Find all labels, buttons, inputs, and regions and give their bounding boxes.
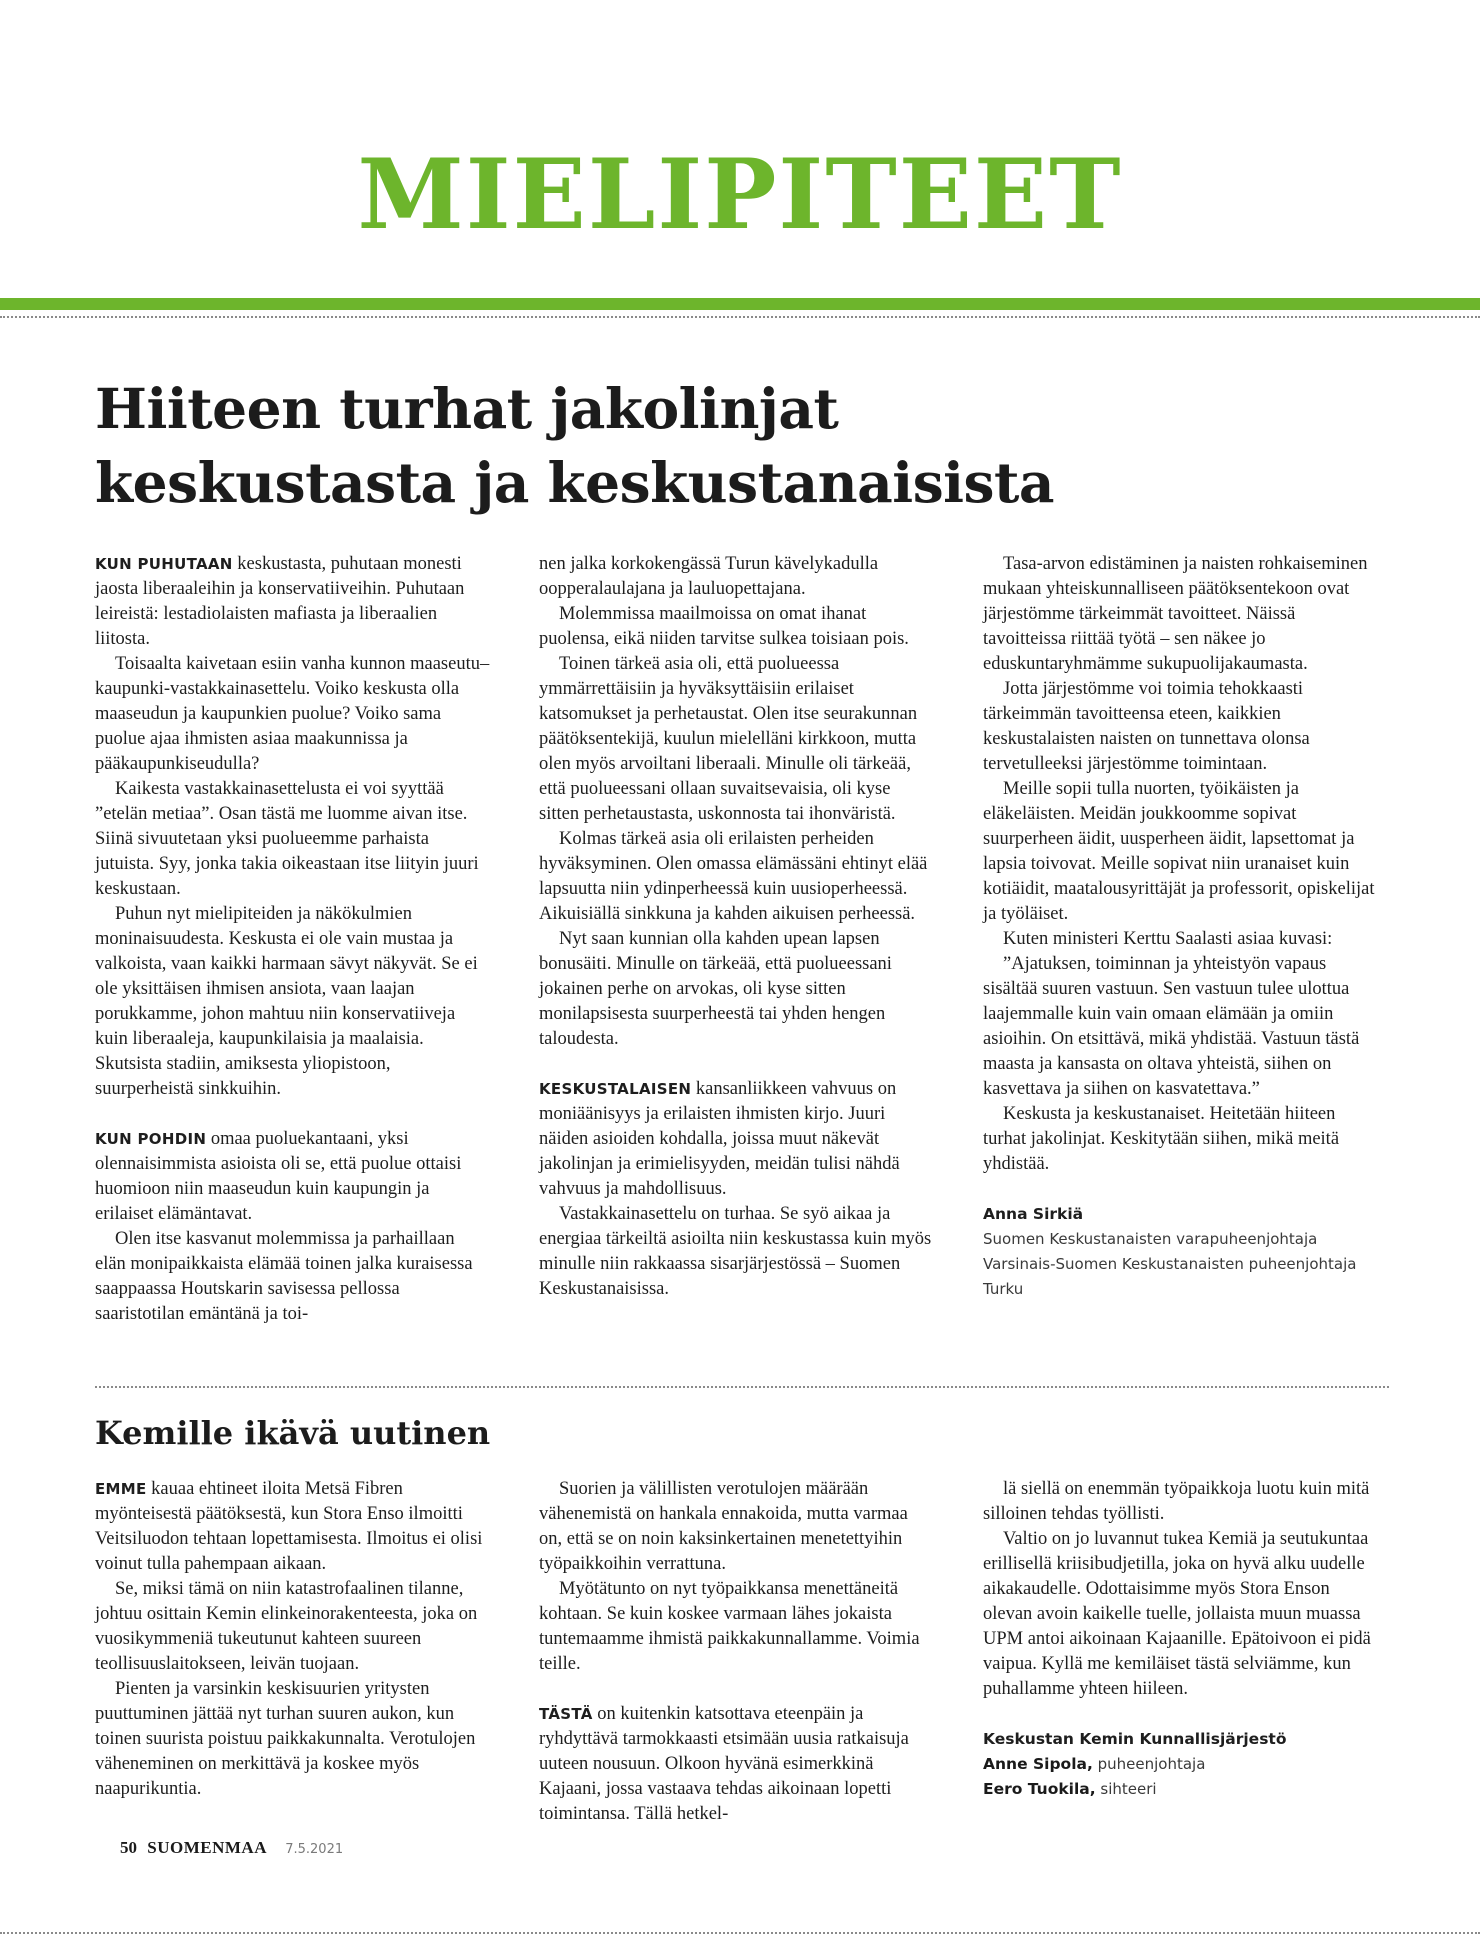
signature-name: Anne Sipola, (983, 1755, 1093, 1773)
lead-in: EMME (95, 1480, 147, 1498)
dotted-divider (0, 316, 1480, 318)
page-footer (120, 1836, 343, 1860)
paragraph (539, 602, 934, 652)
paragraph (539, 1077, 934, 1202)
paragraph-text: omaa puoluekantaani, yksi olennaisimmista asioista oli se, että puolue ottaisi huomioon niin maaseudun kuin kaupungin ja erilaiset elämäntavat. (95, 1129, 462, 1224)
paragraph-text: Jotta järjestömme voi toimia tehokkaasti tärkeimmän tavoitteensa eteen, kaikkien keskustalaisten naisten on tunnettava olonsa tervetulleeksi järjestömme toimintaan. (983, 679, 1310, 774)
paragraph (95, 1227, 490, 1327)
paragraph-text: Kolmas tärkeä asia oli erilaisten perheiden hyväksyminen. Olen omassa elämässäni ehtinyt elää lapsuutta niin ydinperheessä kuin uusioperheessä. Aikuisiällä sinkkuna ja kahden aikuisen perheessä. (539, 829, 928, 924)
page-number: 50 (120, 1838, 137, 1857)
paragraph (983, 1527, 1378, 1702)
paragraph (95, 652, 490, 777)
paragraph-text: Nyt saan kunnian olla kahden upean lapsen bonusäiti. Minulle on tärkeää, että puolueessani jokainen perhe on arvokas, oli kyse sitten monilapsisesta suurperheestä tai yhden hengen taloudesta. (539, 929, 892, 1049)
paragraph (983, 677, 1378, 777)
paragraph (983, 1477, 1378, 1527)
article-column-1 (95, 1477, 490, 1802)
signature-name: Eero Tuokila, (983, 1780, 1096, 1798)
paragraph-text: Tasa-arvon edistäminen ja naisten rohkaiseminen mukaan yhteiskunnalliseen päätöksentekoon ovat järjestömme tärkeimmät tavoitteet. Näissä tavoitteissa riittää työtä – sen näkee jo eduskuntaryhmämme sukupuolijakaumasta. (983, 554, 1368, 674)
paragraph-text: Suorien ja välillisten verotulojen määrään vähenemistä on hankala ennakoida, mutta varmaa on, että se on noin kaksinkertainen menetettyihin työpaikkoihin verrattuna. (539, 1479, 908, 1574)
author-name: Anna Sirkiä (983, 1205, 1084, 1223)
article-column-3 (983, 1477, 1378, 1802)
paragraph-text: kauaa ehtineet iloita Metsä Fibren myönteisestä päätöksestä, kun Stora Enso ilmoitti Veitsiluodon tehtaan lopettamisesta. Ilmoitus ei olisi voinut tulla pahempaan aikaan. (95, 1479, 483, 1574)
paragraph-text: Keskusta ja keskustanaiset. Heitetään hiiteen turhat jakolinjat. Keskitytään siihen, mikä meitä yhdistää. (983, 1104, 1340, 1174)
section-title: MIELIPITEET (357, 138, 1123, 251)
paragraph-text: Toinen tärkeä asia oli, että puolueessa ymmärrettäisiin ja hyväksyttäisiin erilaiset katsomukset ja perhetaustat. Olen itse seurakunnan päätöksentekijä, kuulun mielelläni kirkkoon, mutta olen myös arvoiltani liberaali. Minulle oli tärkeää, että puolueessani ollaan suvaitsevaisia, oli kyse sitten perhetaustasta, uskonnosta tai ihonväristä. (539, 654, 918, 824)
dotted-divider (95, 1386, 1389, 1388)
paragraph-text: on kuitenkin katsottava eteenpäin ja ryhdyttävä tarmokkaasti etsimään uusia ratkaisuja uuteen nousuun. Olkoon hyvänä esimerkkinä Kajaani, jossa vastaava tehdas aikoinaan lopetti toimintansa. Tällä hetkel- (539, 1704, 909, 1824)
paragraph-text: nen jalka korkokengässä Turun kävelykadulla oopperalaulajana ja lauluopettajana. (539, 554, 879, 599)
signature-person-1 (983, 1752, 1378, 1777)
paragraph (983, 1102, 1378, 1177)
paragraph-text: Toisaalta kaivetaan esiin vanha kunnon maaseutu–kaupunki-vastakkainasettelu. Voiko keskusta olla maaseudun ja kaupunkien puolue? Voiko sama puolue ajaa ihmisten asiaa maakunnissa ja pääkaupunkiseudulla? (95, 654, 490, 774)
lead-in: TÄSTÄ (539, 1705, 593, 1723)
paragraph (983, 552, 1378, 677)
author-title-1: Suomen Keskustanaisten varapuheenjohtaja (983, 1230, 1318, 1248)
article-headline (95, 372, 1395, 520)
paragraph-text: Myötätunto on nyt työpaikkansa menettäneitä kohtaan. Se kuin koskee varmaan lähes jokaista tuntemaamme ihmistä paikkakunnallamme. Voimia teille. (539, 1579, 920, 1674)
author-title-2: Varsinais-Suomen Keskustanaisten puheenjohtaja (983, 1255, 1357, 1273)
article-column-3 (983, 552, 1378, 1302)
paragraph (95, 1477, 490, 1577)
paragraph-text: Kaikesta vastakkainasettelusta ei voi syyttää ”etelän metiaa”. Osan tästä me luomme aivan itse. Siinä sivuutetaan yksi puolueemme parhaista jutuista. Syy, jonka takia oikeastaan itse liityin juuri keskustaan. (95, 779, 479, 899)
signature-org: Keskustan Kemin Kunnallisjärjestö (983, 1730, 1287, 1748)
lead-in: KUN PUHUTAAN (95, 555, 233, 573)
paragraph-text: Puhun nyt mielipiteiden ja näkökulmien moninaisuudesta. Keskusta ei ole vain mustaa ja valkoista, vaan kaikki harmaan sävyt näkyvät. Se ei ole yksittäisen ihmisen ansiota, vaan laajan porukkamme, johon mahtuu niin konservatiiveja kuin liberaaleja, kaupunkilaisia ja maalaisia. Skutsista stadiin, amiksesta yliopistoon, suurperheistä sinkkuihin. (95, 904, 478, 1099)
paragraph (539, 1702, 934, 1827)
article-column-2 (539, 1477, 934, 1827)
headline-line-2: keskustasta ja keskustanaisista (95, 450, 1055, 515)
signature-role: sihteeri (1095, 1780, 1157, 1798)
paragraph-text: lä siellä on enemmän työpaikkoja luotu kuin mitä silloinen tehdas työllisti. (983, 1479, 1370, 1524)
paragraph (539, 552, 934, 602)
paragraph (983, 927, 1378, 952)
lead-in: KESKUSTALAISEN (539, 1080, 692, 1098)
paragraph (95, 902, 490, 1102)
lead-in: KUN POHDIN (95, 1130, 207, 1148)
paragraph-text: Molemmissa maailmoissa on omat ihanat puolensa, eikä niiden tarvitse sulkea toisiaan pois. (539, 604, 909, 649)
headline-line-1: Hiiteen turhat jakolinjat (95, 376, 839, 441)
paragraph (539, 1202, 934, 1302)
paragraph-text: Meille sopii tulla nuorten, työikäisten ja eläkeläisten. Meidän joukkoomme sopivat suurperheen äidit, uusperheen äidit, lapsettomat ja lapsia toivovat. Meille sopivat niin uranaiset kuin kotiäidit, maatalousyrittäjät ja professorit, opiskelijat ja työläiset. (983, 779, 1375, 924)
paragraph (95, 1677, 490, 1802)
column-body (983, 552, 1378, 1177)
paragraph-text: Se, miksi tämä on niin katastrofaalinen tilanne, johtuu osittain Kemin elinkeinorakenteesta, joka on vuosikymmeniä tukeutunut kahteen suureen teollisuuslaitokseen, leivän tuojaan. (95, 1579, 478, 1674)
paragraph (539, 1477, 934, 1577)
paragraph (983, 777, 1378, 927)
issue-date: 7.5.2021 (285, 1842, 344, 1857)
article-headline: Kemille ikävä uutinen (95, 1414, 491, 1452)
paragraph (95, 1577, 490, 1677)
article-column-1 (95, 552, 490, 1327)
column-body (983, 1477, 1378, 1702)
paragraph (539, 1577, 934, 1677)
paragraph-text: Pienten ja varsinkin keskisuurien yritysten puuttuminen jättää nyt turhan suuren aukon, kun toinen suurista poistuu paikkakunnalta. Verotulojen väheneminen on merkittävä ja koskee myös naapurikuntia. (95, 1679, 476, 1799)
author-city: Turku (983, 1280, 1024, 1298)
section-divider (0, 298, 1480, 310)
paragraph-text: kansanliikkeen vahvuus on moniäänisyys ja erilaisten ihmisten kirjo. Juuri näiden asioiden kohdalla, joissa muut näkevät jakolinjan ja erimielisyyden, meidän tulisi nähdä vahvuus ja mahdollisuus. (539, 1079, 900, 1199)
paragraph-text: Vastakkainasettelu on turhaa. Se syö aikaa ja energiaa tärkeiltä asioilta niin keskustassa kuin myös minulle niin rakkaassa sisarjärjestössä – Suomen Keskustanaisissa. (539, 1204, 932, 1299)
paragraph (539, 652, 934, 827)
dotted-divider (0, 1932, 1480, 1934)
paragraph (95, 777, 490, 902)
article-column-2 (539, 552, 934, 1302)
paragraph (95, 1127, 490, 1227)
paragraph (95, 552, 490, 652)
signature-role: puheenjohtaja (1092, 1755, 1206, 1773)
signature-person-2 (983, 1777, 1378, 1802)
paragraph-text: Valtio on jo luvannut tukea Kemiä ja seutukuntaa erillisellä kriisibudjetilla, joka on hyvä alku uudelle aikakaudelle. Odottaisimme myös Stora Enson olevan avoin kaikelle tuelle, jollaista muun muassa UPM antoi aikoinaan Kajaanille. Epätoivoon ei pidä vaipua. Kyllä me kemiläiset tästä selviämme, kun puhallamme yhteen hiileen. (983, 1529, 1371, 1699)
paragraph-text: ”Ajatuksen, toiminnan ja yhteistyön vapaus sisältää suuren vastuun. Sen vastuun tulee ulottua laajemmalle kuin vain omaan elämään ja omiin asioihin. On etsittävä, mikä yhdistää. Vastuun tästä maasta ja kansasta on oltava yhteistä, siihen on kasvettava ja siihen on kasvatettava.” (983, 954, 1360, 1099)
paragraph-text: Kuten ministeri Kerttu Saalasti asiaa kuvasi: (1003, 929, 1333, 949)
paragraph-text: Olen itse kasvanut molemmissa ja parhaillaan elän monipaikkaista elämää toinen jalka kuraisessa saappaassa Houtskarin savisessa pellossa saaristotilan emäntänä ja toi- (95, 1229, 473, 1324)
paragraph (539, 827, 934, 927)
paragraph (539, 927, 934, 1052)
paragraph (983, 952, 1378, 1102)
magazine-name: SUOMENMAA (147, 1838, 267, 1857)
paragraph-text: keskustasta, puhutaan monesti jaosta liberaaleihin ja konservatiiveihin. Puhutaan leireistä: lestadiolaisten mafiasta ja liberaalien liitosta. (95, 554, 465, 649)
